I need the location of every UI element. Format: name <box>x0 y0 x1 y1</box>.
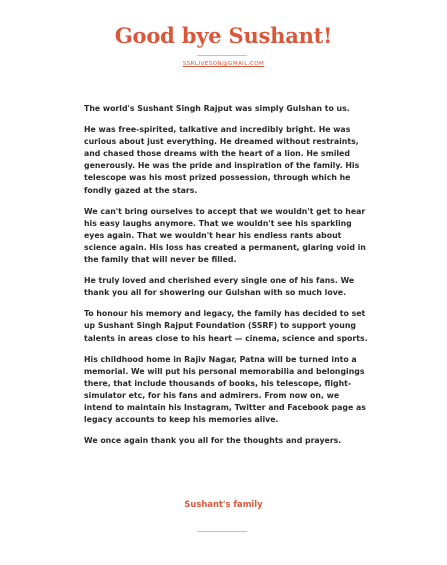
title-divider <box>197 55 247 56</box>
letter-body <box>84 103 369 456</box>
letter-paragraph: We can't bring ourselves to accept that we wouldn't get to hear his easy laughs anymore. That we wouldn't see his sparkling eyes again. That we wouldn't hear his endless rants about science again. His loss has created a permanent, glaring void in the family that will never be filled. <box>84 206 366 265</box>
letter-paragraph: The world's Sushant Singh Rajput was simply Gulshan to us. <box>84 104 350 113</box>
footer-divider <box>197 531 247 532</box>
contact-email-link[interactable]: SSRLIVESON@GMAIL.COM <box>182 61 265 67</box>
letter-signature: Sushant's family <box>184 499 263 509</box>
letter-paragraph: To honour his memory and legacy, the family has decided to set up Sushant Singh Rajput Foundation (SSRF) to support young talents in areas close to his heart — cinema, science and sports. <box>84 309 368 343</box>
letter-paragraph: His childhood home in Rajiv Nagar, Patna will be turned into a memorial. We will put his personal memorabilia and belongings there, that include thousands of books, his telescope, flight-simulator etc, for his fans and admirers. From now on, we intend to maintain his Instagram, Twitter and Facebook page as legacy accounts to keep his memories alive. <box>84 354 366 425</box>
letter-paragraph: He was free-spirited, talkative and incredibly bright. He was curious about just everything. He dreamed without restraints, and chased those dreams with the heart of a lion. He smiled generously. He was the pride and inspiration of the family. His telescope was his most prized possession, through which he fondly gazed at the stars. <box>84 125 360 195</box>
page-title: Good bye Sushant! <box>114 23 333 48</box>
letter-paragraph: We once again thank you all for the thoughts and prayers. <box>84 436 342 446</box>
letter-paragraph: He truly loved and cherished every single one of his fans. We thank you all for showering our Gulshan with so much love. <box>84 276 355 298</box>
